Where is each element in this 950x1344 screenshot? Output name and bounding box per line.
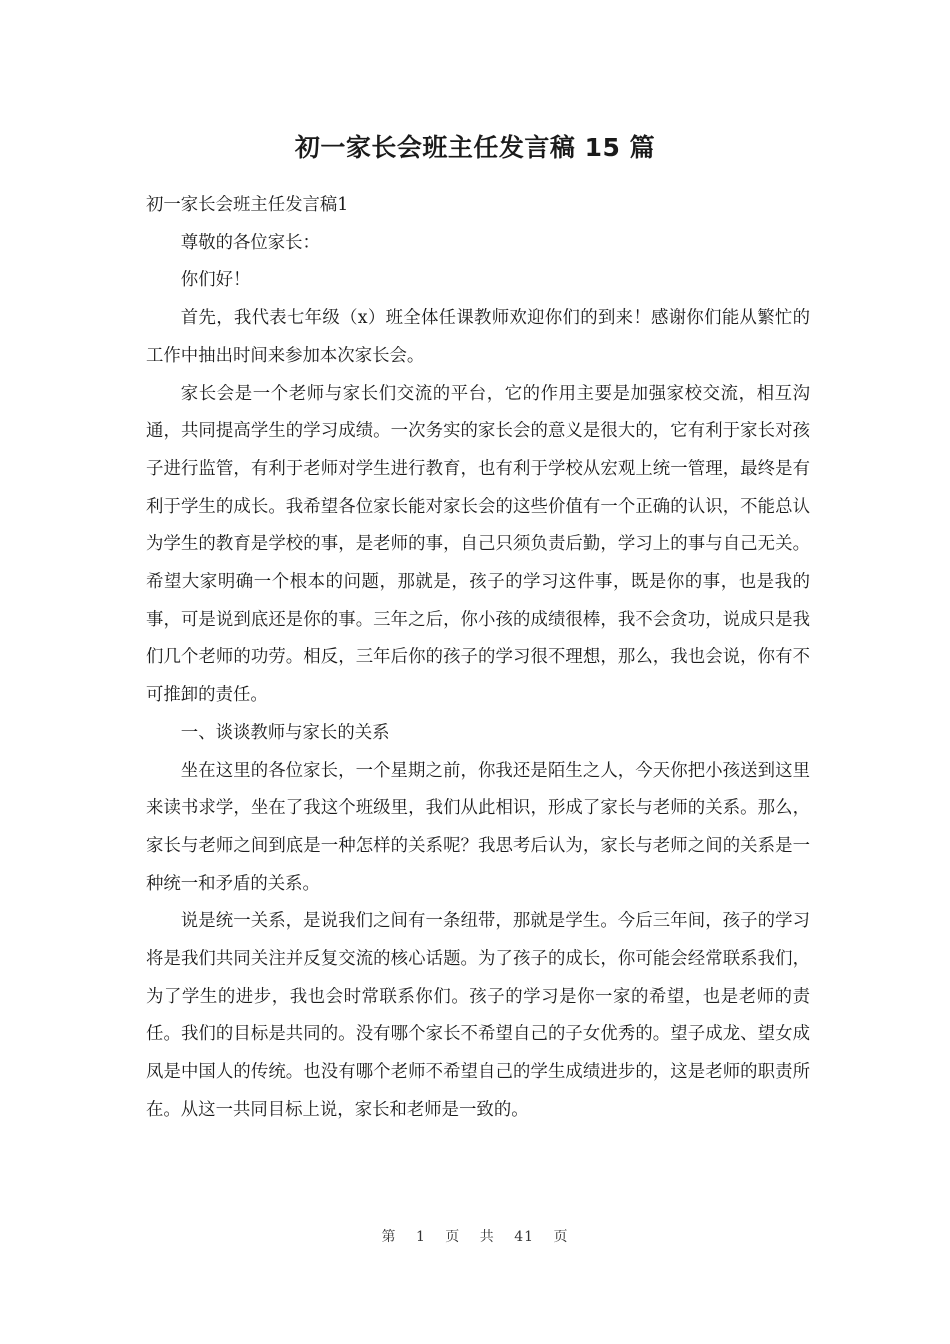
subheading-teacher-parent-relation: 一、谈谈教师与家长的关系: [180, 722, 390, 743]
paragraph-unity: 说是统一关系，是说我们之间有一条纽带，那就是学生。今后三年间，孩子的学习将是我们共同关注并反复交流的核心话题。为了孩子的成长，你可能会经常联系我们，为了学生的进步，我也会时常联系你们。孩子的学习是你一家的希望，也是老师的责任。我们的目标是共同的。没有哪个家长不希望自己的子女优秀的。望子成龙、望女成凤是中国人的传统。也没有哪个老师不希望自己的学生成绩进步的，这是老师的职责所在。从这一共同目标上说，家长和老师是一致的。: [146, 911, 810, 1120]
paragraph-welcome: 首先，我代表七年级（x）班全体任课教师欢迎你们的到来！感谢你们能从繁忙的工作中抽出时间来参加本次家长会。: [146, 308, 810, 366]
section-heading: 初一家长会班主任发言稿1: [146, 195, 349, 215]
paragraph-greeting: 尊敬的各位家长：: [180, 232, 320, 253]
document-body: [146, 187, 810, 1130]
paragraph-meeting-purpose: 家长会是一个老师与家长们交流的平台，它的作用主要是加强家校交流，相互沟通，共同提高学生的学习成绩。一次务实的家长会的意义是很大的，它有利于家长对孩子进行监管，有利于老师对学生进行教育，也有利于学校从宏观上统一管理，最终是有利于学生的成长。我希望各位家长能对家长会的这些价值有一个正确的认识，不能总认为学生的教育是学校的事，是老师的事，自己只须负责后勤，学习上的事与自己无关。希望大家明确一个根本的问题，那就是，孩子的学习这件事，既是你的事，也是我的事，可是说到底还是你的事。三年之后，你小孩的成绩很棒，我不会贪功，说成只是我们几个老师的功劳。相反，三年后你的孩子的学习很不理想，那么，我也会说，你有不可推卸的责任。: [146, 383, 810, 706]
page-footer: 第 1 页 共 41 页: [381, 1229, 569, 1245]
paragraph-relationship: 坐在这里的各位家长，一个星期之前，你我还是陌生之人，今天你把小孩送到这里来读书求学，坐在了我这个班级里，我们从此相识，形成了家长与老师的关系。那么，家长与老师之间到底是一种怎样的关系呢？我思考后认为，家长与老师之间的关系是一种统一和矛盾的关系。: [146, 760, 810, 894]
document-title: 初一家长会班主任发言稿 15 篇: [294, 133, 656, 162]
paragraph-hello: 你们好！: [180, 270, 251, 291]
